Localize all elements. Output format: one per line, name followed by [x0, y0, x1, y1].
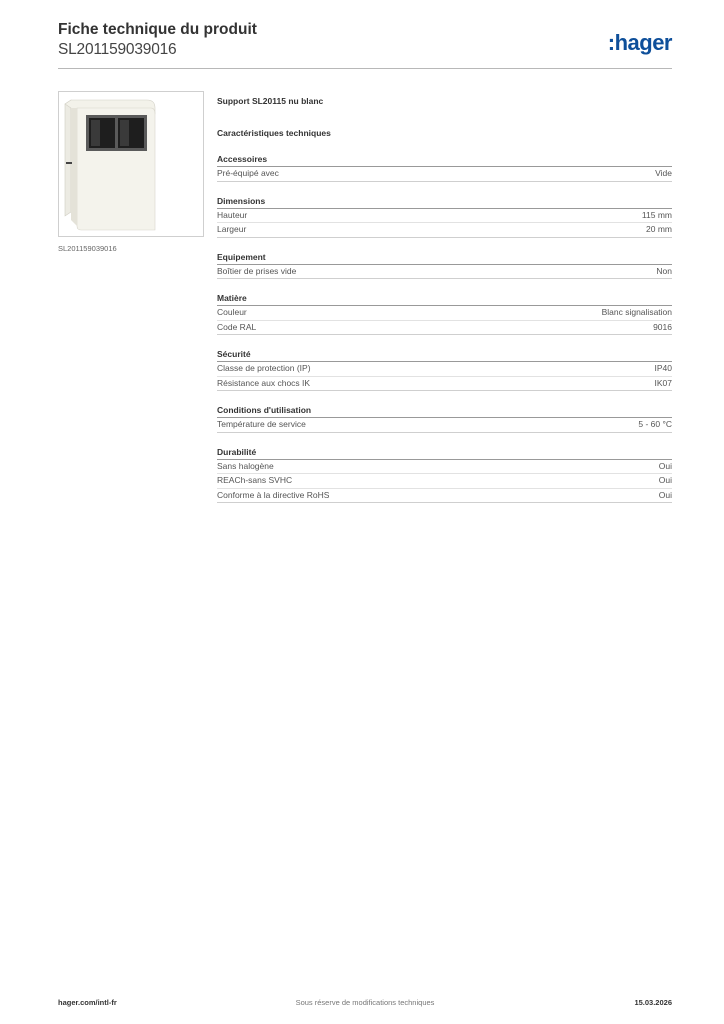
spec-group-equipement	[217, 252, 672, 280]
product-name: Support SL20115 nu blanc	[217, 96, 324, 106]
spec-row	[217, 460, 672, 475]
spec-value: Oui	[658, 475, 672, 485]
specs-heading: Caractéristiques techniques	[217, 128, 331, 138]
spec-group-title: Conditions d'utilisation	[217, 405, 672, 418]
spec-row	[217, 489, 672, 504]
spec-group-title: Dimensions	[217, 196, 672, 209]
spec-label: Sans halogène	[217, 460, 274, 471]
spec-value: Blanc signalisation	[601, 307, 672, 317]
spec-label: Classe de protection (IP)	[217, 363, 311, 373]
spec-row	[217, 265, 672, 280]
header-divider	[58, 68, 672, 69]
spec-value: IP40	[654, 363, 672, 373]
document-footer	[58, 998, 672, 1010]
spec-label: Largeur	[217, 224, 247, 234]
spec-group-matiere	[217, 293, 672, 335]
spec-group-title: Equipement	[217, 252, 672, 265]
spec-row	[217, 167, 672, 182]
spec-label: REACh-sans SVHC	[217, 475, 293, 485]
spec-group-dimensions	[217, 196, 672, 238]
spec-value: Oui	[658, 460, 672, 471]
spec-label: Couleur	[217, 307, 247, 317]
spec-value: 5 - 60 °C	[638, 419, 672, 429]
document-header	[58, 20, 672, 70]
spec-group-title: Matière	[217, 293, 672, 306]
spec-value: 20 mm	[646, 224, 672, 234]
spec-row	[217, 306, 672, 321]
footer-date: 15.03.2026	[634, 998, 672, 1007]
spec-row	[217, 377, 672, 392]
spec-label: Conforme à la directive RoHS	[217, 489, 330, 500]
spec-label: Boîtier de prises vide	[217, 265, 297, 276]
product-photo-icon	[59, 92, 203, 236]
spec-group-title: Durabilité	[217, 447, 672, 460]
spec-value: IK07	[654, 377, 672, 388]
spec-group-conditions	[217, 405, 672, 433]
footer-website-link[interactable]: hager.com/intl-fr	[58, 998, 117, 1007]
spec-label: Température de service	[217, 419, 306, 429]
product-image	[58, 91, 204, 237]
spec-label: Hauteur	[217, 209, 248, 220]
hager-logo	[608, 30, 672, 56]
spec-group-securite	[217, 349, 672, 391]
spec-group-title: Sécurité	[217, 349, 672, 362]
logo-colon-icon: :	[607, 30, 615, 55]
page-title: Fiche technique du produit	[58, 21, 257, 38]
logo-text: hager	[614, 30, 672, 55]
spec-label: Code RAL	[217, 321, 257, 332]
spec-label: Pré-équipé avec	[217, 168, 279, 178]
spec-value: Vide	[655, 168, 672, 178]
spec-value: 9016	[653, 321, 672, 332]
image-caption: SL201159039016	[58, 244, 117, 253]
spec-sheet	[217, 96, 672, 503]
spec-group-accessoires	[217, 154, 672, 182]
spec-group-durabilite	[217, 447, 672, 504]
footer-notice: Sous réserve de modifications techniques	[295, 998, 435, 1007]
spec-value: Oui	[658, 489, 672, 500]
spec-row	[217, 474, 672, 489]
spec-row	[217, 209, 672, 224]
spec-row	[217, 362, 672, 377]
spec-group-title: Accessoires	[217, 154, 672, 167]
spec-row	[217, 223, 672, 238]
spec-label: Résistance aux chocs IK	[217, 377, 311, 388]
product-reference: SL201159039016	[58, 41, 177, 58]
spec-value: 115 mm	[641, 209, 672, 220]
spec-row	[217, 418, 672, 433]
spec-row	[217, 321, 672, 336]
spec-value: Non	[656, 265, 672, 276]
